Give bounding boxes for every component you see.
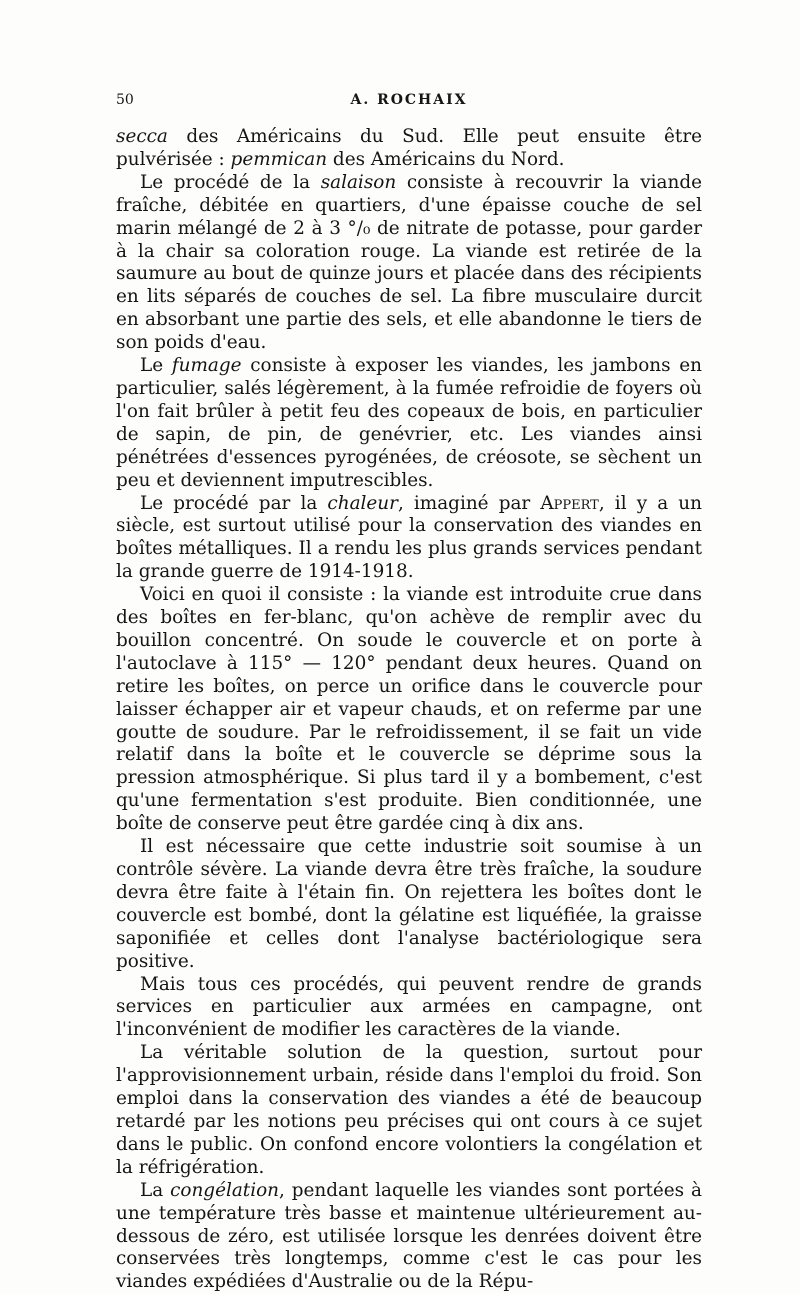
- page-header: [116, 92, 702, 116]
- text-run: , il y a un siècle, est surtout utilisé pour la conservation des viandes en boîtes métalliques. Il a rendu les plus grands services pendant la grande guerre de 1914-1918.: [116, 492, 702, 583]
- running-head: A. ROCHAIX: [350, 92, 468, 108]
- text-run: La: [140, 1179, 171, 1201]
- text-run: Le procédé de la: [140, 171, 321, 193]
- paragraph: [116, 584, 702, 836]
- paragraph: [116, 1042, 702, 1179]
- paragraph: [116, 172, 702, 355]
- italic-term: salaison: [320, 171, 397, 193]
- italic-term: congélation: [170, 1179, 280, 1201]
- italic-term: pemmican: [230, 148, 328, 170]
- paragraph: [116, 493, 702, 585]
- text-run: consiste à exposer les viandes, les jambons en particulier, salés légèrement, à la fumée refroidie de foyers où l'on fait brûler à petit feu des copeaux de bois, en particulier de sapin, de pin, de genévrier, etc. Les viandes ainsi pénétrées d'essences pyrogénées, de créosote, se sèchent un peu et deviennent imputrescibles.: [116, 355, 702, 491]
- text-run: consiste à recouvrir la viande fraîche, débitée en quartiers, d'une épaisse couche de sel marin mélangé de 2 à 3 °/₀ de nitrate de potasse, pour garder à la chair sa coloration rouge. La viande est retirée de la saumure au bout de quinze jours et placée dans des récipients en lits séparés de couches de sel. La fibre musculaire durcit en absorbant une partie des sels, et elle abandonne le tiers de son poids d'eau.: [116, 171, 702, 354]
- text-run: Mais tous ces procédés, qui peuvent rendre de grands services en particulier aux armées en campagne, ont l'inconvénient de modifier les caractères de la viande.: [116, 973, 702, 1041]
- paragraph: [116, 355, 702, 492]
- small-caps-name: Appert: [540, 492, 599, 514]
- paragraph: [116, 836, 702, 973]
- body-text: [116, 126, 702, 1294]
- paragraph: [116, 974, 702, 1043]
- text-run: , pendant laquelle les viandes sont portées à une température très basse et maintenue ultérieurement au-dessous de zéro, est utilisée lorsque les denrées doivent être conservées très longtemps, comme c'est le cas pour les viandes expédiées d'Australie ou de la Répu-: [116, 1179, 702, 1293]
- text-run: des Américains du Nord.: [327, 148, 565, 170]
- text-run: La véritable solution de la question, surtout pour l'approvisionnement urbain, réside dans l'emploi du froid. Son emploi dans la conservation des viandes a été de beaucoup retardé par les notions peu précises qui ont cours à ce sujet dans le public. On confond encore volontiers la congélation et la réfrigération.: [116, 1042, 702, 1178]
- text-run: Le procédé par la: [140, 492, 328, 514]
- text-run: Il est nécessaire que cette industrie soit soumise à un contrôle sévère. La viande devra être très fraîche, la soudure devra être faite à l'étain fin. On rejettera les boîtes dont le couvercle est bombé, dont la gélatine est liquéfiée, la graisse saponifiée et celles dont l'analyse bactériologique sera positive.: [116, 836, 702, 972]
- text-run: Voici en quoi il consiste : la viande est introduite crue dans des boîtes en fer-blanc, qu'on achève de remplir avec du bouillon concentré. On soude le couvercle et on porte à l'autoclave à 115° — 120° pendant deux heures. Quand on retire les boîtes, on perce un orifice dans le couvercle pour laisser échapper air et vapeur chauds, et on referme par une goutte de soudure. Par le refroidissement, il se fait un vide relatif dans la boîte et le couvercle se déprime sous la pression atmosphérique. Si plus tard il y a bombement, c'est qu'une fermentation s'est produite. Bien conditionnée, une boîte de conserve peut être gardée cinq à dix ans.: [116, 584, 702, 835]
- page-number: 50: [116, 92, 134, 108]
- paragraph: [116, 126, 702, 172]
- text-run: des Américains du Sud. Elle peut ensuite être pulvérisée :: [116, 126, 702, 170]
- italic-term: secca: [116, 126, 168, 147]
- italic-term: chaleur: [327, 492, 398, 514]
- italic-term: fumage: [171, 355, 242, 377]
- text-run: , imaginé par: [397, 492, 541, 514]
- paragraph: [116, 1180, 702, 1294]
- text-run: Le: [140, 355, 172, 377]
